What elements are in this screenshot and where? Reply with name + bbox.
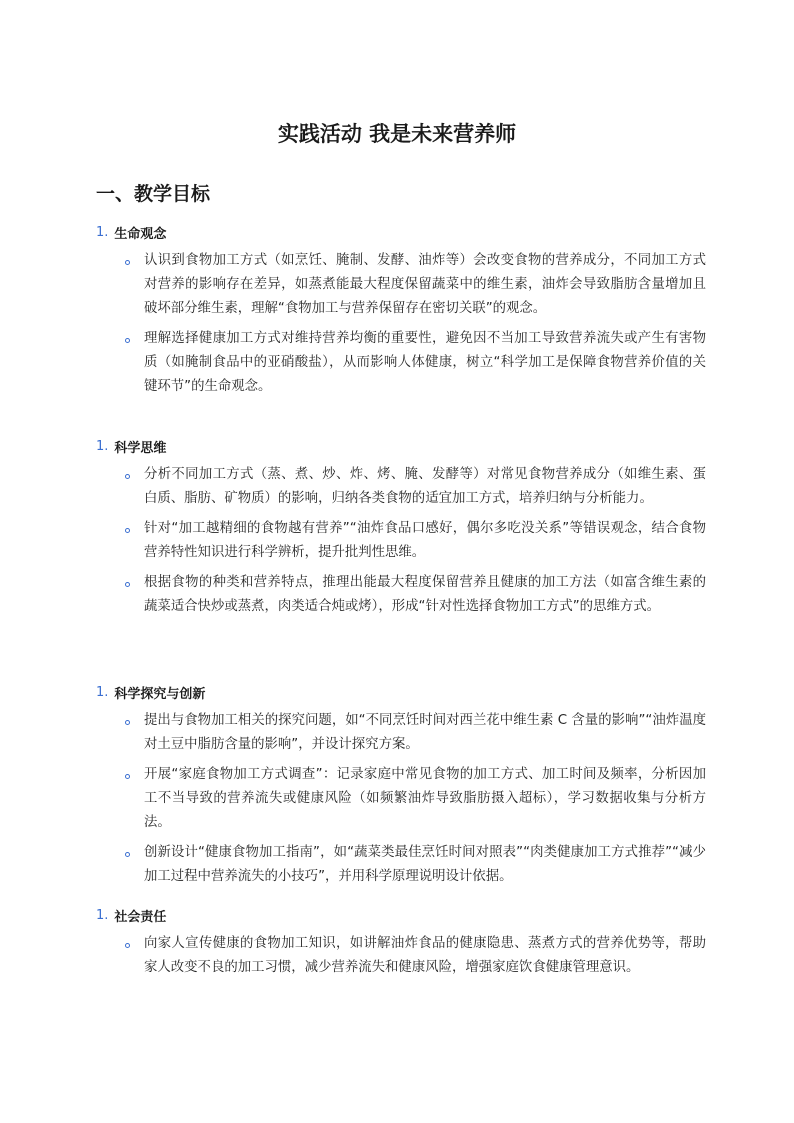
hollow-bullet-icon <box>125 720 130 725</box>
goal-section-header <box>96 680 706 704</box>
hollow-bullet-icon <box>125 943 130 948</box>
list-item-text: 分析不同加工方式（蒸、煮、炒、炸、烤、腌、发酵等）对常见食物营养成分（如维生素、蛋白质、脂肪、矿物质）的影响，归纳各类食物的适宜加工方式，培养归纳与分析能力。 <box>144 467 706 506</box>
goal-list <box>96 249 706 399</box>
list-number: 1. <box>96 438 109 454</box>
list-number: 1. <box>96 684 109 700</box>
goal-list <box>96 463 706 619</box>
list-item-text: 针对“加工越精细的食物越有营养”“油炸食品口感好，偶尔多吃没关系”等错误观念，结合食物营养特性知识进行科学辨析，提升批判性思维。 <box>144 521 706 560</box>
list-item <box>96 463 706 511</box>
hollow-bullet-icon <box>125 528 130 533</box>
hollow-bullet-icon <box>125 338 130 343</box>
hollow-bullet-icon <box>125 260 130 265</box>
list-item <box>96 571 706 619</box>
list-number: 1. <box>96 907 109 923</box>
goal-section-header <box>96 903 706 927</box>
goal-section-title: 科学思维 <box>114 440 167 456</box>
goal-section-header <box>96 220 706 244</box>
goal-section-inquiry-innovation <box>96 680 706 889</box>
list-item <box>96 932 706 980</box>
list-item-text: 向家人宣传健康的食物加工知识，如讲解油炸食品的健康隐患、蒸煮方式的营养优势等，帮助家人改变不良的加工习惯，减少营养流失和健康风险，增强家庭饮食健康管理意识。 <box>144 936 706 975</box>
list-item-text: 根据食物的种类和营养特点，推理出能最大程度保留营养且健康的加工方法（如富含维生素的蔬菜适合快炒或蒸煮，肉类适合炖或烤），形成“针对性选择食物加工方式”的思维方式。 <box>144 575 706 614</box>
goal-section-title: 社会责任 <box>114 909 167 925</box>
goal-section-scientific-thinking <box>96 434 706 619</box>
list-item <box>96 249 706 321</box>
goal-section-title: 生命观念 <box>114 226 167 242</box>
list-item <box>96 763 706 835</box>
list-item-text: 提出与食物加工相关的探究问题，如“不同烹饪时间对西兰花中维生素 C 含量的影响”“油炸温度对土豆中脂肪含量的影响”，并设计探究方案。 <box>144 713 706 752</box>
list-item <box>96 517 706 565</box>
list-item <box>96 709 706 757</box>
goal-list <box>96 932 706 980</box>
list-item-text: 创新设计“健康食物加工指南”，如“蔬菜类最佳烹饪时间对照表”“肉类健康加工方式推荐”“减少加工过程中营养流失的小技巧”，并用科学原理说明设计依据。 <box>144 845 706 884</box>
page-title: 实践活动 我是未来营养师 <box>277 122 517 146</box>
list-item-text: 理解选择健康加工方式对维持营养均衡的重要性，避免因不当加工导致营养流失或产生有害物质（如腌制食品中的亚硝酸盐），从而影响人体健康，树立“科学加工是保障食物营养价值的关键环节”的生命观念。 <box>144 331 706 394</box>
hollow-bullet-icon <box>125 852 130 857</box>
list-item-text: 认识到食物加工方式（如烹饪、腌制、发酵、油炸等）会改变食物的营养成分，不同加工方式对营养的影响存在差异，如蒸煮能最大程度保留蔬菜中的维生素，油炸会导致脂肪含量增加且破坏部分维生素，理解“食物加工与营养保留存在密切关联”的观念。 <box>144 253 706 316</box>
list-item <box>96 327 706 399</box>
hollow-bullet-icon <box>125 582 130 587</box>
hollow-bullet-icon <box>125 474 130 479</box>
hollow-bullet-icon <box>125 774 130 779</box>
goal-list <box>96 709 706 889</box>
goal-section-social-responsibility <box>96 903 706 980</box>
goal-section-header <box>96 434 706 458</box>
section-heading: 一、教学目标 <box>96 183 211 205</box>
goal-section-life-concept <box>96 220 706 399</box>
list-item <box>96 841 706 889</box>
list-number: 1. <box>96 224 109 240</box>
list-item-text: 开展“家庭食物加工方式调查”：记录家庭中常见食物的加工方式、加工时间及频率，分析因加工不当导致的营养流失或健康风险（如频繁油炸导致脂肪摄入超标），学习数据收集与分析方法。 <box>144 767 706 830</box>
goal-section-title: 科学探究与创新 <box>114 686 206 702</box>
